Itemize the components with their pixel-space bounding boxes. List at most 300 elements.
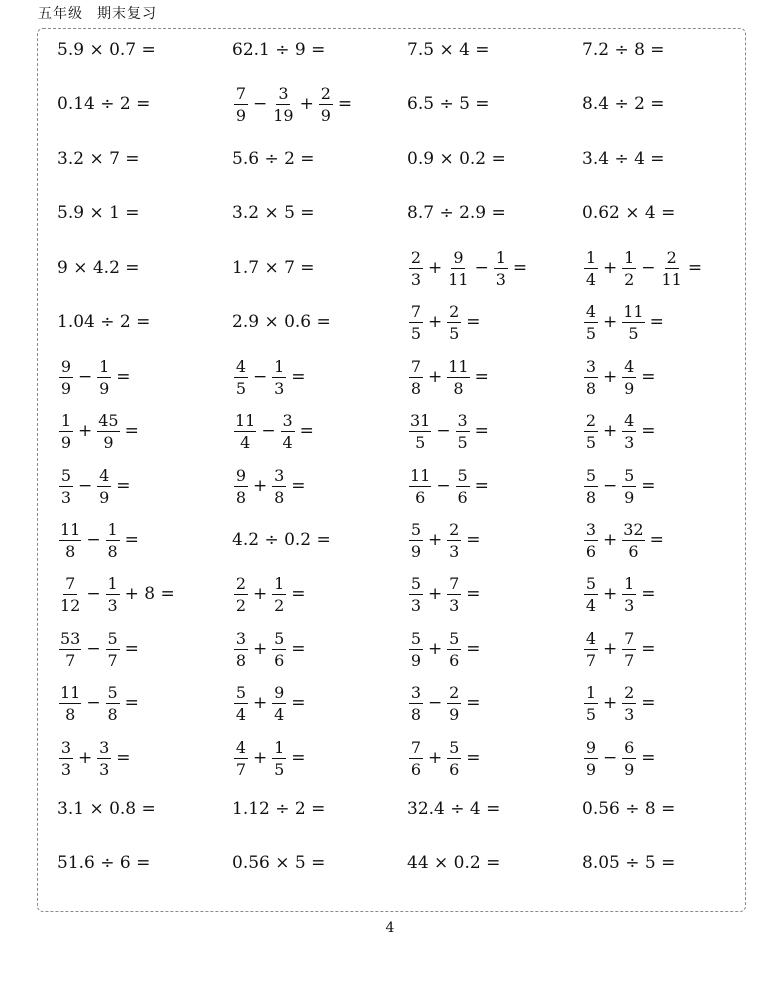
- math-expression: [57, 738, 134, 779]
- fraction: [59, 520, 81, 561]
- math-expression: [232, 683, 309, 724]
- fraction-denominator: 5: [585, 432, 597, 452]
- operator: =: [116, 367, 131, 387]
- fraction-numerator: 4: [585, 301, 597, 321]
- exercise-problem: [582, 629, 757, 670]
- math-expression: [57, 149, 140, 169]
- operator: +: [603, 639, 618, 659]
- exercise-problem: [407, 357, 582, 398]
- math-expression: [57, 629, 142, 670]
- fraction-denominator: 4: [585, 269, 597, 289]
- fraction: [409, 683, 423, 724]
- math-expression: [407, 738, 484, 779]
- fraction-numerator: 9: [274, 682, 285, 702]
- expression-text: 5.9 × 1 =: [57, 203, 140, 223]
- fraction-denominator: 5: [274, 759, 285, 779]
- fraction: [622, 520, 644, 561]
- fraction: [447, 520, 461, 561]
- exercise-problem: [57, 357, 232, 398]
- fraction-denominator: 7: [107, 650, 118, 670]
- math-expression: [407, 248, 530, 289]
- fraction-denominator: 5: [585, 323, 597, 343]
- operator: =: [466, 639, 481, 659]
- fraction-numerator: 4: [624, 410, 635, 430]
- fraction-numerator: 2: [666, 247, 677, 267]
- exercise-row: [57, 23, 757, 77]
- fraction-denominator: 9: [103, 432, 114, 452]
- fraction-denominator: 8: [410, 704, 422, 724]
- fraction-denominator: 3: [99, 759, 110, 779]
- fraction-numerator: 11: [235, 410, 256, 430]
- operator: =: [466, 530, 481, 550]
- operator: −: [86, 693, 101, 713]
- operator: =: [641, 584, 656, 604]
- fraction-numerator: 1: [274, 356, 285, 376]
- math-expression: [57, 799, 156, 819]
- math-expression: [407, 357, 492, 398]
- exercise-problem: [232, 40, 407, 60]
- exercise-problem: [232, 258, 407, 278]
- fraction: [59, 574, 81, 615]
- fraction-denominator: 9: [235, 105, 247, 125]
- math-expression: [407, 853, 500, 873]
- exercise-problem: [407, 411, 582, 452]
- fraction-numerator: 3: [278, 83, 289, 103]
- math-expression: [232, 629, 309, 670]
- operator: =: [641, 421, 656, 441]
- exercise-problem: [232, 312, 407, 332]
- math-expression: [582, 466, 659, 507]
- fraction-numerator: 5: [107, 682, 118, 702]
- operator: =: [291, 367, 306, 387]
- fraction-denominator: 6: [410, 759, 422, 779]
- operator: +: [78, 421, 93, 441]
- operator: =: [466, 693, 481, 713]
- fraction-numerator: 4: [235, 737, 247, 757]
- expression-text: 62.1 ÷ 9 =: [232, 40, 326, 60]
- fraction-numerator: 2: [624, 682, 635, 702]
- expression-text: 1.04 ÷ 2 =: [57, 312, 151, 332]
- fraction: [409, 738, 423, 779]
- fraction-denominator: 9: [60, 432, 72, 452]
- fraction: [106, 520, 120, 561]
- operator: −: [428, 693, 443, 713]
- fraction-denominator: 5: [415, 432, 426, 452]
- fraction-denominator: 7: [585, 650, 597, 670]
- fraction-numerator: 5: [410, 519, 422, 539]
- exercise-problem: [582, 853, 757, 873]
- operator: =: [687, 258, 703, 278]
- math-expression: [407, 574, 484, 615]
- math-expression: [57, 466, 134, 507]
- page-number: 4: [385, 920, 395, 936]
- operator: =: [116, 476, 131, 496]
- operator: −: [603, 748, 618, 768]
- expression-text: 8.4 ÷ 2 =: [582, 94, 665, 114]
- math-expression: [57, 683, 142, 724]
- exercise-problem: [407, 466, 582, 507]
- math-expression: [57, 40, 156, 60]
- fraction: [97, 466, 111, 507]
- fraction-denominator: 8: [410, 378, 422, 398]
- operator: −: [86, 584, 101, 604]
- fraction: [584, 302, 598, 343]
- fraction-denominator: 8: [274, 487, 285, 507]
- exercise-problem: [582, 40, 757, 60]
- fraction: [447, 738, 461, 779]
- fraction-numerator: 11: [60, 682, 81, 702]
- fraction-numerator: 45: [98, 410, 119, 430]
- operator: =: [641, 367, 656, 387]
- fraction-numerator: 7: [410, 737, 422, 757]
- operator: −: [436, 476, 451, 496]
- exercise-problem: [407, 853, 582, 873]
- fraction: [447, 683, 461, 724]
- operator: =: [124, 639, 139, 659]
- expression-text: 2.9 × 0.6 =: [232, 312, 331, 332]
- exercise-problem: [232, 149, 407, 169]
- fraction-numerator: 3: [282, 410, 293, 430]
- exercise-problem: [582, 683, 757, 724]
- operator: −: [86, 530, 101, 550]
- expression-text: 7.5 × 4 =: [407, 40, 490, 60]
- fraction: [622, 683, 636, 724]
- fraction: [409, 411, 431, 452]
- exercise-problem: [407, 40, 582, 60]
- fraction-numerator: 5: [410, 573, 422, 593]
- fraction-denominator: 3: [410, 595, 422, 615]
- fraction-numerator: 4: [624, 356, 635, 376]
- exercise-row: [57, 676, 757, 730]
- exercise-row: [57, 731, 757, 785]
- fraction-denominator: 9: [99, 378, 110, 398]
- fraction: [281, 411, 295, 452]
- math-expression: [232, 853, 325, 873]
- operator: + 8 =: [124, 584, 175, 604]
- exercise-row: [57, 132, 757, 186]
- fraction: [234, 357, 248, 398]
- math-expression: [582, 40, 665, 60]
- fraction: [272, 683, 286, 724]
- expression-text: 4.2 ÷ 0.2 =: [232, 530, 331, 550]
- operator: −: [78, 367, 93, 387]
- expression-text: 5.9 × 0.7 =: [57, 40, 156, 60]
- operator: −: [261, 421, 276, 441]
- exercise-problem: [407, 302, 582, 343]
- math-expression: [582, 203, 675, 223]
- fraction-numerator: 11: [448, 356, 469, 376]
- exercise-problem: [582, 466, 757, 507]
- fraction-denominator: 2: [624, 269, 635, 289]
- fraction: [234, 466, 248, 507]
- fraction: [584, 466, 598, 507]
- fraction-denominator: 3: [60, 759, 72, 779]
- exercise-problem: [407, 149, 582, 169]
- worksheet-title: 期末复习: [97, 6, 157, 22]
- operator: =: [291, 639, 306, 659]
- fraction: [97, 411, 119, 452]
- fraction-numerator: 1: [624, 573, 635, 593]
- fraction-denominator: 3: [624, 595, 635, 615]
- fraction-denominator: 5: [449, 323, 460, 343]
- math-expression: [407, 203, 506, 223]
- math-expression: [407, 411, 492, 452]
- math-expression: [232, 530, 331, 550]
- fraction-numerator: 5: [449, 737, 460, 757]
- math-expression: [582, 738, 659, 779]
- fraction-denominator: 9: [624, 378, 635, 398]
- exercise-row: [57, 241, 757, 295]
- exercise-problem: [232, 357, 407, 398]
- operator: +: [253, 476, 268, 496]
- fraction-denominator: 9: [410, 650, 422, 670]
- fraction-numerator: 1: [495, 247, 506, 267]
- fraction-denominator: 5: [628, 323, 639, 343]
- operator: =: [641, 639, 656, 659]
- fraction: [622, 357, 636, 398]
- fraction: [584, 683, 598, 724]
- operator: +: [603, 693, 618, 713]
- fraction-denominator: 6: [415, 487, 426, 507]
- math-expression: [407, 629, 484, 670]
- exercise-problem: [232, 574, 407, 615]
- exercise-problem: [582, 149, 757, 169]
- expression-text: 0.14 ÷ 2 =: [57, 94, 151, 114]
- math-expression: [232, 411, 317, 452]
- fraction: [234, 683, 248, 724]
- fraction-numerator: 1: [274, 737, 285, 757]
- fraction-numerator: 5: [585, 465, 597, 485]
- fraction-denominator: 4: [585, 595, 597, 615]
- operator: =: [641, 476, 656, 496]
- fraction-denominator: 12: [60, 595, 81, 615]
- exercise-problem: [407, 799, 582, 819]
- math-expression: [582, 574, 659, 615]
- math-expression: [232, 799, 325, 819]
- expression-text: 44 × 0.2 =: [407, 853, 501, 873]
- fraction-denominator: 6: [449, 759, 460, 779]
- exercise-problem: [232, 738, 407, 779]
- exercise-problem: [407, 629, 582, 670]
- fraction-numerator: 7: [410, 356, 422, 376]
- exercise-problem: [582, 738, 757, 779]
- operator: =: [337, 94, 353, 114]
- exercise-problem: [582, 248, 757, 289]
- fraction: [272, 574, 286, 615]
- fraction: [234, 574, 248, 615]
- exercise-row: [57, 459, 757, 513]
- fraction-numerator: 2: [449, 682, 460, 702]
- expression-text: 8.05 ÷ 5 =: [582, 853, 676, 873]
- fraction: [622, 738, 636, 779]
- math-expression: [232, 40, 325, 60]
- fraction-numerator: 53: [60, 628, 81, 648]
- fraction-numerator: 5: [410, 628, 422, 648]
- fraction: [272, 629, 286, 670]
- fraction-denominator: 5: [410, 323, 422, 343]
- expression-text: 5.6 ÷ 2 =: [232, 149, 315, 169]
- fraction-numerator: 6: [624, 737, 635, 757]
- exercise-problem: [232, 853, 407, 873]
- fraction: [409, 302, 423, 343]
- operator: =: [641, 693, 656, 713]
- operator: =: [649, 312, 664, 332]
- fraction-denominator: 9: [99, 487, 110, 507]
- fraction-numerator: 2: [585, 410, 597, 430]
- exercise-problem: [57, 94, 232, 114]
- fraction-numerator: 5: [60, 465, 72, 485]
- fraction-denominator: 4: [274, 704, 285, 724]
- exercise-problem: [407, 574, 582, 615]
- fraction: [409, 520, 423, 561]
- exercise-problem: [582, 520, 757, 561]
- fraction: [272, 357, 286, 398]
- fraction: [622, 629, 636, 670]
- math-expression: [407, 94, 490, 114]
- exercise-row: [57, 350, 757, 404]
- fraction-denominator: 5: [585, 704, 597, 724]
- math-expression: [407, 40, 490, 60]
- fraction-numerator: 7: [235, 83, 247, 103]
- math-expression: [232, 357, 309, 398]
- exercise-problem: [407, 94, 582, 114]
- fraction: [447, 629, 461, 670]
- operator: =: [291, 476, 306, 496]
- exercise-problem: [582, 94, 757, 114]
- exercise-problem: [407, 520, 582, 561]
- expression-text: 1.12 ÷ 2 =: [232, 799, 326, 819]
- fraction: [456, 466, 470, 507]
- exercise-problem: [57, 738, 232, 779]
- fraction-numerator: 3: [410, 682, 422, 702]
- fraction-numerator: 3: [274, 465, 285, 485]
- operator: −: [603, 476, 618, 496]
- fraction-numerator: 5: [624, 465, 635, 485]
- fraction: [59, 629, 81, 670]
- operator: +: [253, 584, 268, 604]
- exercise-row: [57, 622, 757, 676]
- fraction: [409, 629, 423, 670]
- fraction-denominator: 9: [60, 378, 72, 398]
- fraction-denominator: 9: [624, 759, 635, 779]
- operator: =: [124, 530, 139, 550]
- fraction-numerator: 4: [235, 356, 247, 376]
- fraction-denominator: 8: [585, 487, 597, 507]
- fraction-numerator: 4: [99, 465, 110, 485]
- exercise-problem: [57, 203, 232, 223]
- fraction: [584, 629, 598, 670]
- fraction-numerator: 2: [320, 83, 331, 103]
- fraction-numerator: 9: [585, 737, 597, 757]
- math-expression: [57, 520, 142, 561]
- operator: −: [253, 367, 268, 387]
- math-expression: [582, 799, 675, 819]
- fraction-numerator: 9: [453, 247, 464, 267]
- exercise-row: [57, 567, 757, 621]
- fraction-numerator: 2: [449, 301, 460, 321]
- operator: =: [124, 421, 139, 441]
- fraction-denominator: 2: [274, 595, 285, 615]
- math-expression: [232, 466, 309, 507]
- operator: +: [428, 584, 443, 604]
- math-expression: [407, 149, 506, 169]
- fraction: [409, 357, 423, 398]
- exercise-problem: [57, 40, 232, 60]
- fraction-denominator: 8: [107, 704, 118, 724]
- operator: +: [78, 748, 93, 768]
- exercise-problem: [582, 574, 757, 615]
- operator: +: [603, 367, 618, 387]
- exercise-problem: [57, 574, 232, 615]
- fraction: [456, 411, 470, 452]
- operator: +: [428, 530, 443, 550]
- fraction-denominator: 8: [453, 378, 464, 398]
- operator: +: [603, 584, 618, 604]
- exercise-problem: [232, 84, 407, 125]
- fraction: [234, 84, 248, 125]
- fraction-denominator: 8: [585, 378, 597, 398]
- fraction: [97, 738, 111, 779]
- math-expression: [582, 149, 665, 169]
- exercise-row: [57, 404, 757, 458]
- fraction: [409, 574, 423, 615]
- fraction: [661, 248, 683, 289]
- fraction-denominator: 8: [65, 704, 76, 724]
- fraction: [106, 574, 120, 615]
- fraction-denominator: 6: [449, 650, 460, 670]
- operator: =: [474, 476, 489, 496]
- fraction-denominator: 3: [449, 595, 460, 615]
- fraction-denominator: 11: [661, 269, 682, 289]
- math-expression: [232, 203, 315, 223]
- operator: =: [299, 421, 314, 441]
- exercise-problem: [232, 799, 407, 819]
- exercise-problem: [232, 683, 407, 724]
- fraction-denominator: 6: [457, 487, 468, 507]
- fraction-numerator: 1: [624, 247, 635, 267]
- fraction-numerator: 3: [99, 737, 110, 757]
- fraction-numerator: 7: [410, 301, 422, 321]
- fraction-denominator: 8: [107, 541, 118, 561]
- math-expression: [582, 853, 675, 873]
- expression-text: 7.2 ÷ 8 =: [582, 40, 665, 60]
- fraction: [447, 574, 461, 615]
- fraction-numerator: 3: [457, 410, 468, 430]
- fraction-numerator: 9: [235, 465, 247, 485]
- fraction-denominator: 7: [624, 650, 635, 670]
- operator: −: [86, 639, 101, 659]
- exercise-row: [57, 782, 757, 836]
- fraction-denominator: 3: [60, 487, 72, 507]
- fraction: [97, 357, 111, 398]
- fraction-denominator: 9: [410, 541, 422, 561]
- expression-text: 3.2 × 7 =: [57, 149, 140, 169]
- fraction: [59, 683, 81, 724]
- math-expression: [582, 94, 665, 114]
- exercise-problem: [57, 799, 232, 819]
- operator: =: [474, 421, 489, 441]
- fraction-denominator: 11: [448, 269, 469, 289]
- math-expression: [57, 574, 178, 615]
- exercise-problem: [232, 466, 407, 507]
- exercise-row: [57, 77, 757, 131]
- math-expression: [57, 853, 150, 873]
- exercise-row: [57, 513, 757, 567]
- fraction-denominator: 9: [320, 105, 331, 125]
- operator: =: [512, 258, 528, 278]
- fraction-denominator: 4: [282, 432, 293, 452]
- fraction-numerator: 9: [60, 356, 72, 376]
